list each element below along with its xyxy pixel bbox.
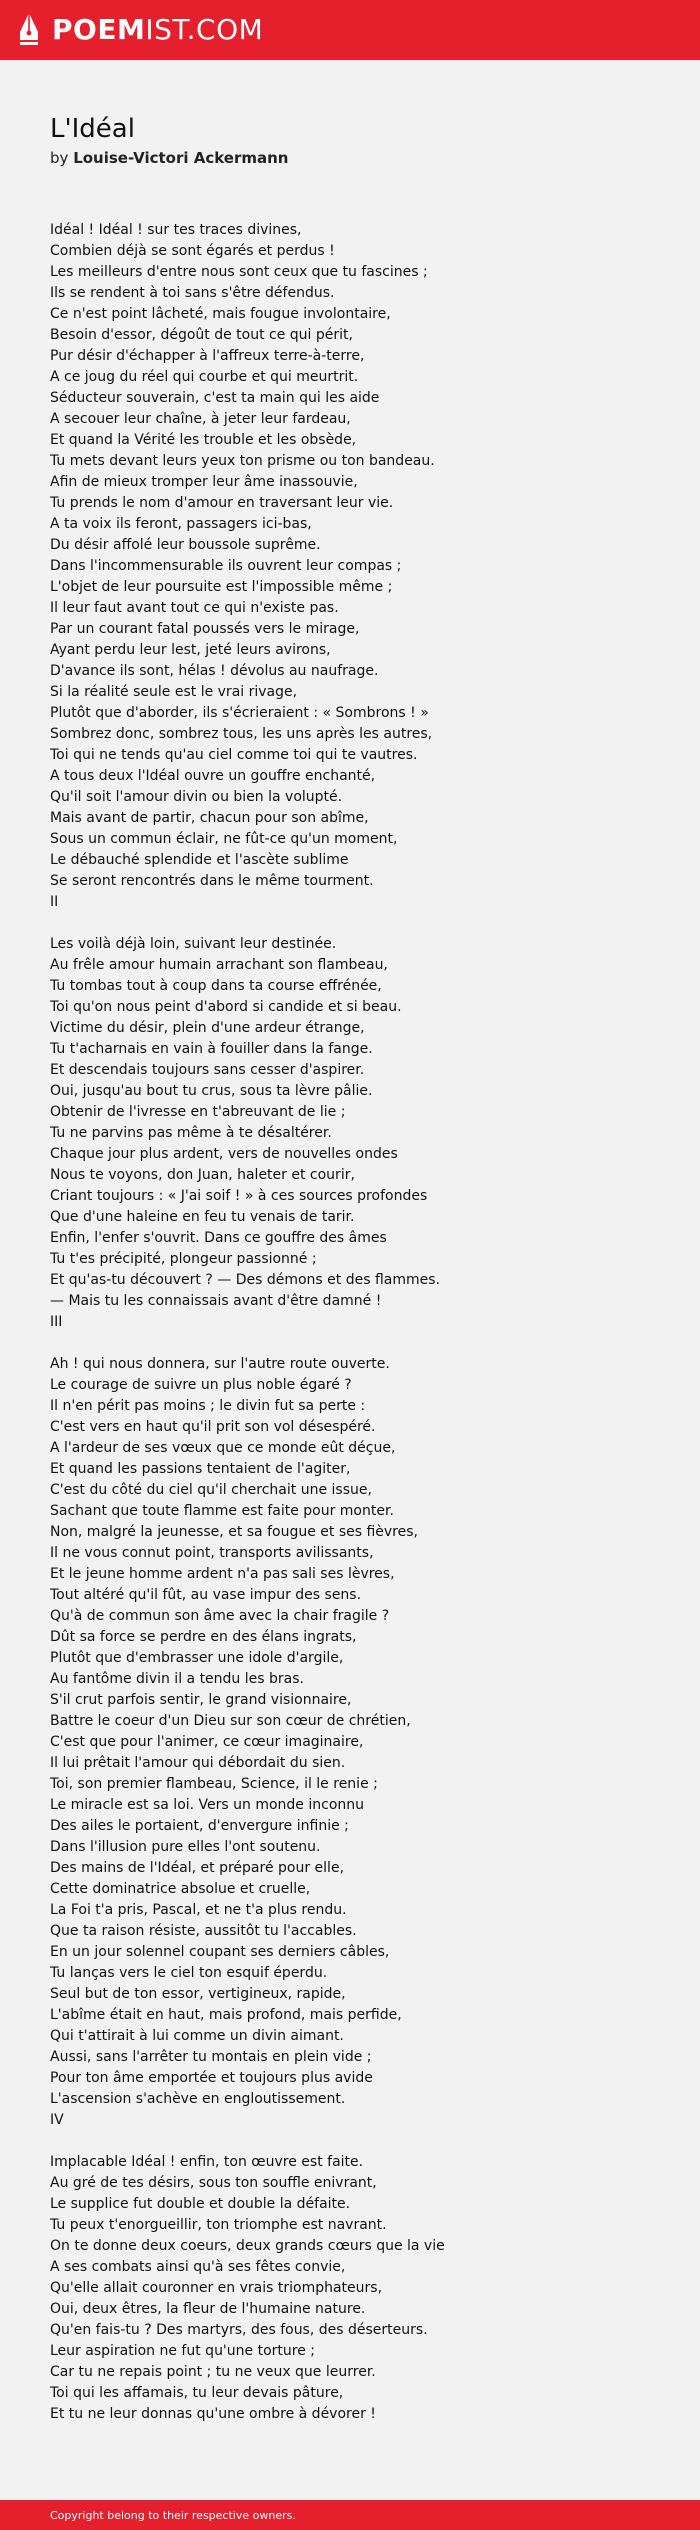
byline-prefix: by [50, 149, 69, 167]
poem-line: Si la réalité seule est le vrai rivage, [50, 684, 298, 700]
poem-line: Obtenir de l'ivresse en t'abreuvant de lie ; [50, 1104, 346, 1120]
poem-line: Chaque jour plus ardent, vers de nouvelles ondes [50, 1146, 398, 1162]
poem-line: Qu'elle allait couronner en vrais triomphateurs, [50, 2280, 383, 2296]
poem-line: A ce joug du réel qui courbe et qui meurtrit. [50, 369, 359, 385]
poem-line: Le courage de suivre un plus noble égaré ? [50, 1377, 352, 1393]
poem-line: Ce n'est point lâcheté, mais fougue involontaire, [50, 306, 391, 322]
poem-line: II [50, 894, 59, 910]
poem-line: A tous deux l'Idéal ouvre un gouffre enchanté, [50, 768, 376, 784]
poem-line: — Mais tu les connaissais avant d'être damné ! [50, 1293, 382, 1309]
main-content [0, 60, 700, 2446]
poem-line: Il lui prêtait l'amour qui débordait du sien. [50, 1755, 346, 1771]
poem-line: Dût sa force se perdre en des élans ingrats, [50, 1629, 357, 1645]
poem-line: Tu tombas tout à coup dans ta course effrénée, [50, 978, 382, 994]
poem-line: Ils se rendent à toi sans s'être défendus. [50, 285, 335, 301]
site-header [0, 0, 700, 60]
poem-line: C'est du côté du ciel qu'il cherchait une issue, [50, 1482, 372, 1498]
poem-line: Tout altéré qu'il fût, au vase impur des sens. [50, 1587, 362, 1603]
poem-line: En un jour solennel coupant ses derniers câbles, [50, 1944, 390, 1960]
poem-line: A ta voix ils feront, passagers ici-bas, [50, 516, 312, 532]
poem-line: Plutôt que d'aborder, ils s'écrieraient : « Sombrons ! » [50, 705, 429, 721]
poem-line: A ses combats ainsi qu'à ses fêtes convie, [50, 2259, 346, 2275]
poem-line: Il n'en périt pas moins ; le divin fut sa perte : [50, 1398, 366, 1414]
poem-line: Enfin, l'enfer s'ouvrit. Dans ce gouffre des âmes [50, 1230, 387, 1246]
poem-line: Ah ! qui nous donnera, sur l'autre route ouverte. [50, 1356, 390, 1372]
poem-line: A secouer leur chaîne, à jeter leur fardeau, [50, 411, 351, 427]
poem-line: L'ascension s'achève en engloutissement. [50, 2091, 346, 2107]
poem-line: Tu lanças vers le ciel ton esquif éperdu. [50, 1965, 328, 1981]
poem-line: Non, malgré la jeunesse, et sa fougue et ses fièvres, [50, 1524, 418, 1540]
poem-line: C'est que pour l'animer, ce cœur imaginaire, [50, 1734, 364, 1750]
poem-line: Au fantôme divin il a tendu les bras. [50, 1671, 304, 1687]
poem-line: Des ailes le portaient, d'envergure infinie ; [50, 1818, 349, 1834]
poem-line: Sachant que toute flamme est faite pour monter. [50, 1503, 394, 1519]
poem-line: Dans l'incommensurable ils ouvrent leur compas ; [50, 558, 402, 574]
poem-line: Sous un commun éclair, ne fût-ce qu'un moment, [50, 831, 398, 847]
logo-text-light: IST.COM [145, 13, 264, 46]
poem-line: Séducteur souverain, c'est ta main qui les aide [50, 390, 380, 406]
poem-line: Au gré de tes désirs, sous ton souffle enivrant, [50, 2175, 377, 2191]
poem-line: Les voilà déjà loin, suivant leur destinée. [50, 936, 337, 952]
poem-line: Tu t'acharnais en vain à fouiller dans la fange. [50, 1041, 373, 1057]
poem-line: Le supplice fut double et double la défaite. [50, 2196, 351, 2212]
poem-line: Combien déjà se sont égarés et perdus ! [50, 243, 335, 259]
poem-line: Plutôt que d'embrasser une idole d'argile, [50, 1650, 344, 1666]
poem-line: Que d'une haleine en feu tu venais de tarir. [50, 1209, 355, 1225]
poem-line: Nous te voyons, don Juan, haleter et courir, [50, 1167, 355, 1183]
poem-stanza [50, 934, 670, 1333]
poem-stanza [50, 1354, 670, 2131]
logo-text-bold: POEM [52, 13, 146, 46]
pen-nib-icon[interactable] [18, 12, 40, 48]
poem-title: L'Idéal [50, 114, 135, 144]
poem-line: Oui, deux êtres, la fleur de l'humaine nature. [50, 2301, 366, 2317]
poem-line: Toi qu'on nous peint d'abord si candide et si beau. [50, 999, 402, 1015]
poem-line: IV [50, 2112, 64, 2128]
poem-line: Mais avant de partir, chacun pour son abîme, [50, 810, 369, 826]
poem-line: Il ne vous connut point, transports avilissants, [50, 1545, 374, 1561]
poem-line: Qui t'attirait à lui comme un divin aimant. [50, 2028, 344, 2044]
poem-line: Et qu'as-tu découvert ? — Des démons et des flammes. [50, 1272, 440, 1288]
poem-line: Des mains de l'Idéal, et préparé pour elle, [50, 1860, 345, 1876]
poem-line: Par un courant fatal poussés vers le mirage, [50, 621, 360, 637]
poem-line: Sombrez donc, sombrez tous, les uns après les autres, [50, 726, 433, 742]
site-logo-link[interactable] [52, 13, 264, 46]
poem-line: III [50, 1314, 63, 1330]
poem-line: Besoin d'essor, dégoût de tout ce qui périt, [50, 327, 353, 343]
poem-line: Pour ton âme emportée et toujours plus avide [50, 2070, 373, 2086]
poem-line: Et quand la Vérité les trouble et les obsède, [50, 432, 357, 448]
poem-line: On te donne deux coeurs, deux grands cœurs que la vie [50, 2238, 445, 2254]
poem-line: L'abîme était en haut, mais profond, mais perfide, [50, 2007, 402, 2023]
poem-line: Implacable Idéal ! enfin, ton œuvre est faite. [50, 2154, 364, 2170]
poem-line: Leur aspiration ne fut qu'une torture ; [50, 2343, 315, 2359]
poem-line: Dans l'illusion pure elles l'ont soutenu. [50, 1839, 321, 1855]
poem-line: Seul but de ton essor, vertigineux, rapide, [50, 1986, 346, 2002]
poem-stanza [50, 2152, 670, 2425]
poem-line: La Foi t'a pris, Pascal, et ne t'a plus rendu. [50, 1902, 347, 1918]
poem-line: Et le jeune homme ardent n'a pas sali ses lèvres, [50, 1566, 395, 1582]
poem-line: Tu ne parvins pas même à te désaltérer. [50, 1125, 332, 1141]
poem-line: Idéal ! Idéal ! sur tes traces divines, [50, 222, 302, 238]
poem-line: Toi qui les affamais, tu leur devais pâture, [50, 2385, 344, 2401]
poem-line: Criant toujours : « J'ai soif ! » à ces sources profondes [50, 1188, 428, 1204]
poem-line: Aussi, sans l'arrêter tu montais en plein vide ; [50, 2049, 372, 2065]
poem-line: Afin de mieux tromper leur âme inassouvie, [50, 474, 358, 490]
poem-line: Il leur faut avant tout ce qui n'existe pas. [50, 600, 339, 616]
poem-byline [50, 149, 288, 169]
poem-line: Tu prends le nom d'amour en traversant leur vie. [50, 495, 394, 511]
poem-line: Toi qui ne tends qu'au ciel comme toi qui te vautres. [50, 747, 418, 763]
poem-line: Tu t'es précipité, plongeur passionné ; [50, 1251, 317, 1267]
poem-line: Qu'il soit l'amour divin ou bien la volupté. [50, 789, 343, 805]
poem-line: Et descendais toujours sans cesser d'aspirer. [50, 1062, 365, 1078]
poem-line: Pur désir d'échapper à l'affreux terre-à-terre, [50, 348, 365, 364]
site-footer [0, 2500, 700, 2530]
poem-line: Au frêle amour humain arrachant son flambeau, [50, 957, 388, 973]
poem-line: Cette dominatrice absolue et cruelle, [50, 1881, 311, 1897]
poem-line: C'est vers en haut qu'il prit son vol désespéré. [50, 1419, 376, 1435]
poem-line: Oui, jusqu'au bout tu crus, sous ta lèvre pâlie. [50, 1083, 373, 1099]
poem-line: Tu mets devant leurs yeux ton prisme ou ton bandeau. [50, 453, 435, 469]
poem-line: S'il crut parfois sentir, le grand visionnaire, [50, 1692, 352, 1708]
copyright-text: Copyright belong to their respective owners. [50, 2508, 296, 2522]
poem-line: Victime du désir, plein d'une ardeur étrange, [50, 1020, 365, 1036]
poem-line: Et tu ne leur donnas qu'une ombre à dévorer ! [50, 2406, 376, 2422]
poem-body [50, 220, 670, 2446]
poem-line: Qu'en fais-tu ? Des martyrs, des fous, des déserteurs. [50, 2322, 428, 2338]
poem-line: L'objet de leur poursuite est l'impossible même ; [50, 579, 393, 595]
poem-line: Et quand les passions tentaient de l'agiter, [50, 1461, 351, 1477]
poem-stanza [50, 220, 670, 913]
poem-line: Que ta raison résiste, aussitôt tu l'accables. [50, 1923, 357, 1939]
poem-line: D'avance ils sont, hélas ! dévolus au naufrage. [50, 663, 379, 679]
poem-line: Battre le coeur d'un Dieu sur son cœur de chrétien, [50, 1713, 411, 1729]
poem-line: Les meilleurs d'entre nous sont ceux que tu fascines ; [50, 264, 428, 280]
poem-line: Du désir affolé leur boussole suprême. [50, 537, 321, 553]
poem-line: Ayant perdu leur lest, jeté leurs avirons, [50, 642, 331, 658]
poem-line: Qu'à de commun son âme avec la chair fragile ? [50, 1608, 390, 1624]
poem-line: Le miracle est sa loi. Vers un monde inconnu [50, 1797, 365, 1813]
poem-line: Tu peux t'enorgueillir, ton triomphe est navrant. [50, 2217, 387, 2233]
poem-author: Louise-Victori Ackermann [73, 149, 289, 167]
poem-line: Car tu ne repais point ; tu ne veux que leurrer. [50, 2364, 376, 2380]
poem-line: A l'ardeur de ses vœux que ce monde eût déçue, [50, 1440, 396, 1456]
poem-line: Se seront rencontrés dans le même tourment. [50, 873, 374, 889]
poem-line: Le débauché splendide et l'ascète sublime [50, 852, 349, 868]
poem-line: Toi, son premier flambeau, Science, il le renie ; [50, 1776, 378, 1792]
